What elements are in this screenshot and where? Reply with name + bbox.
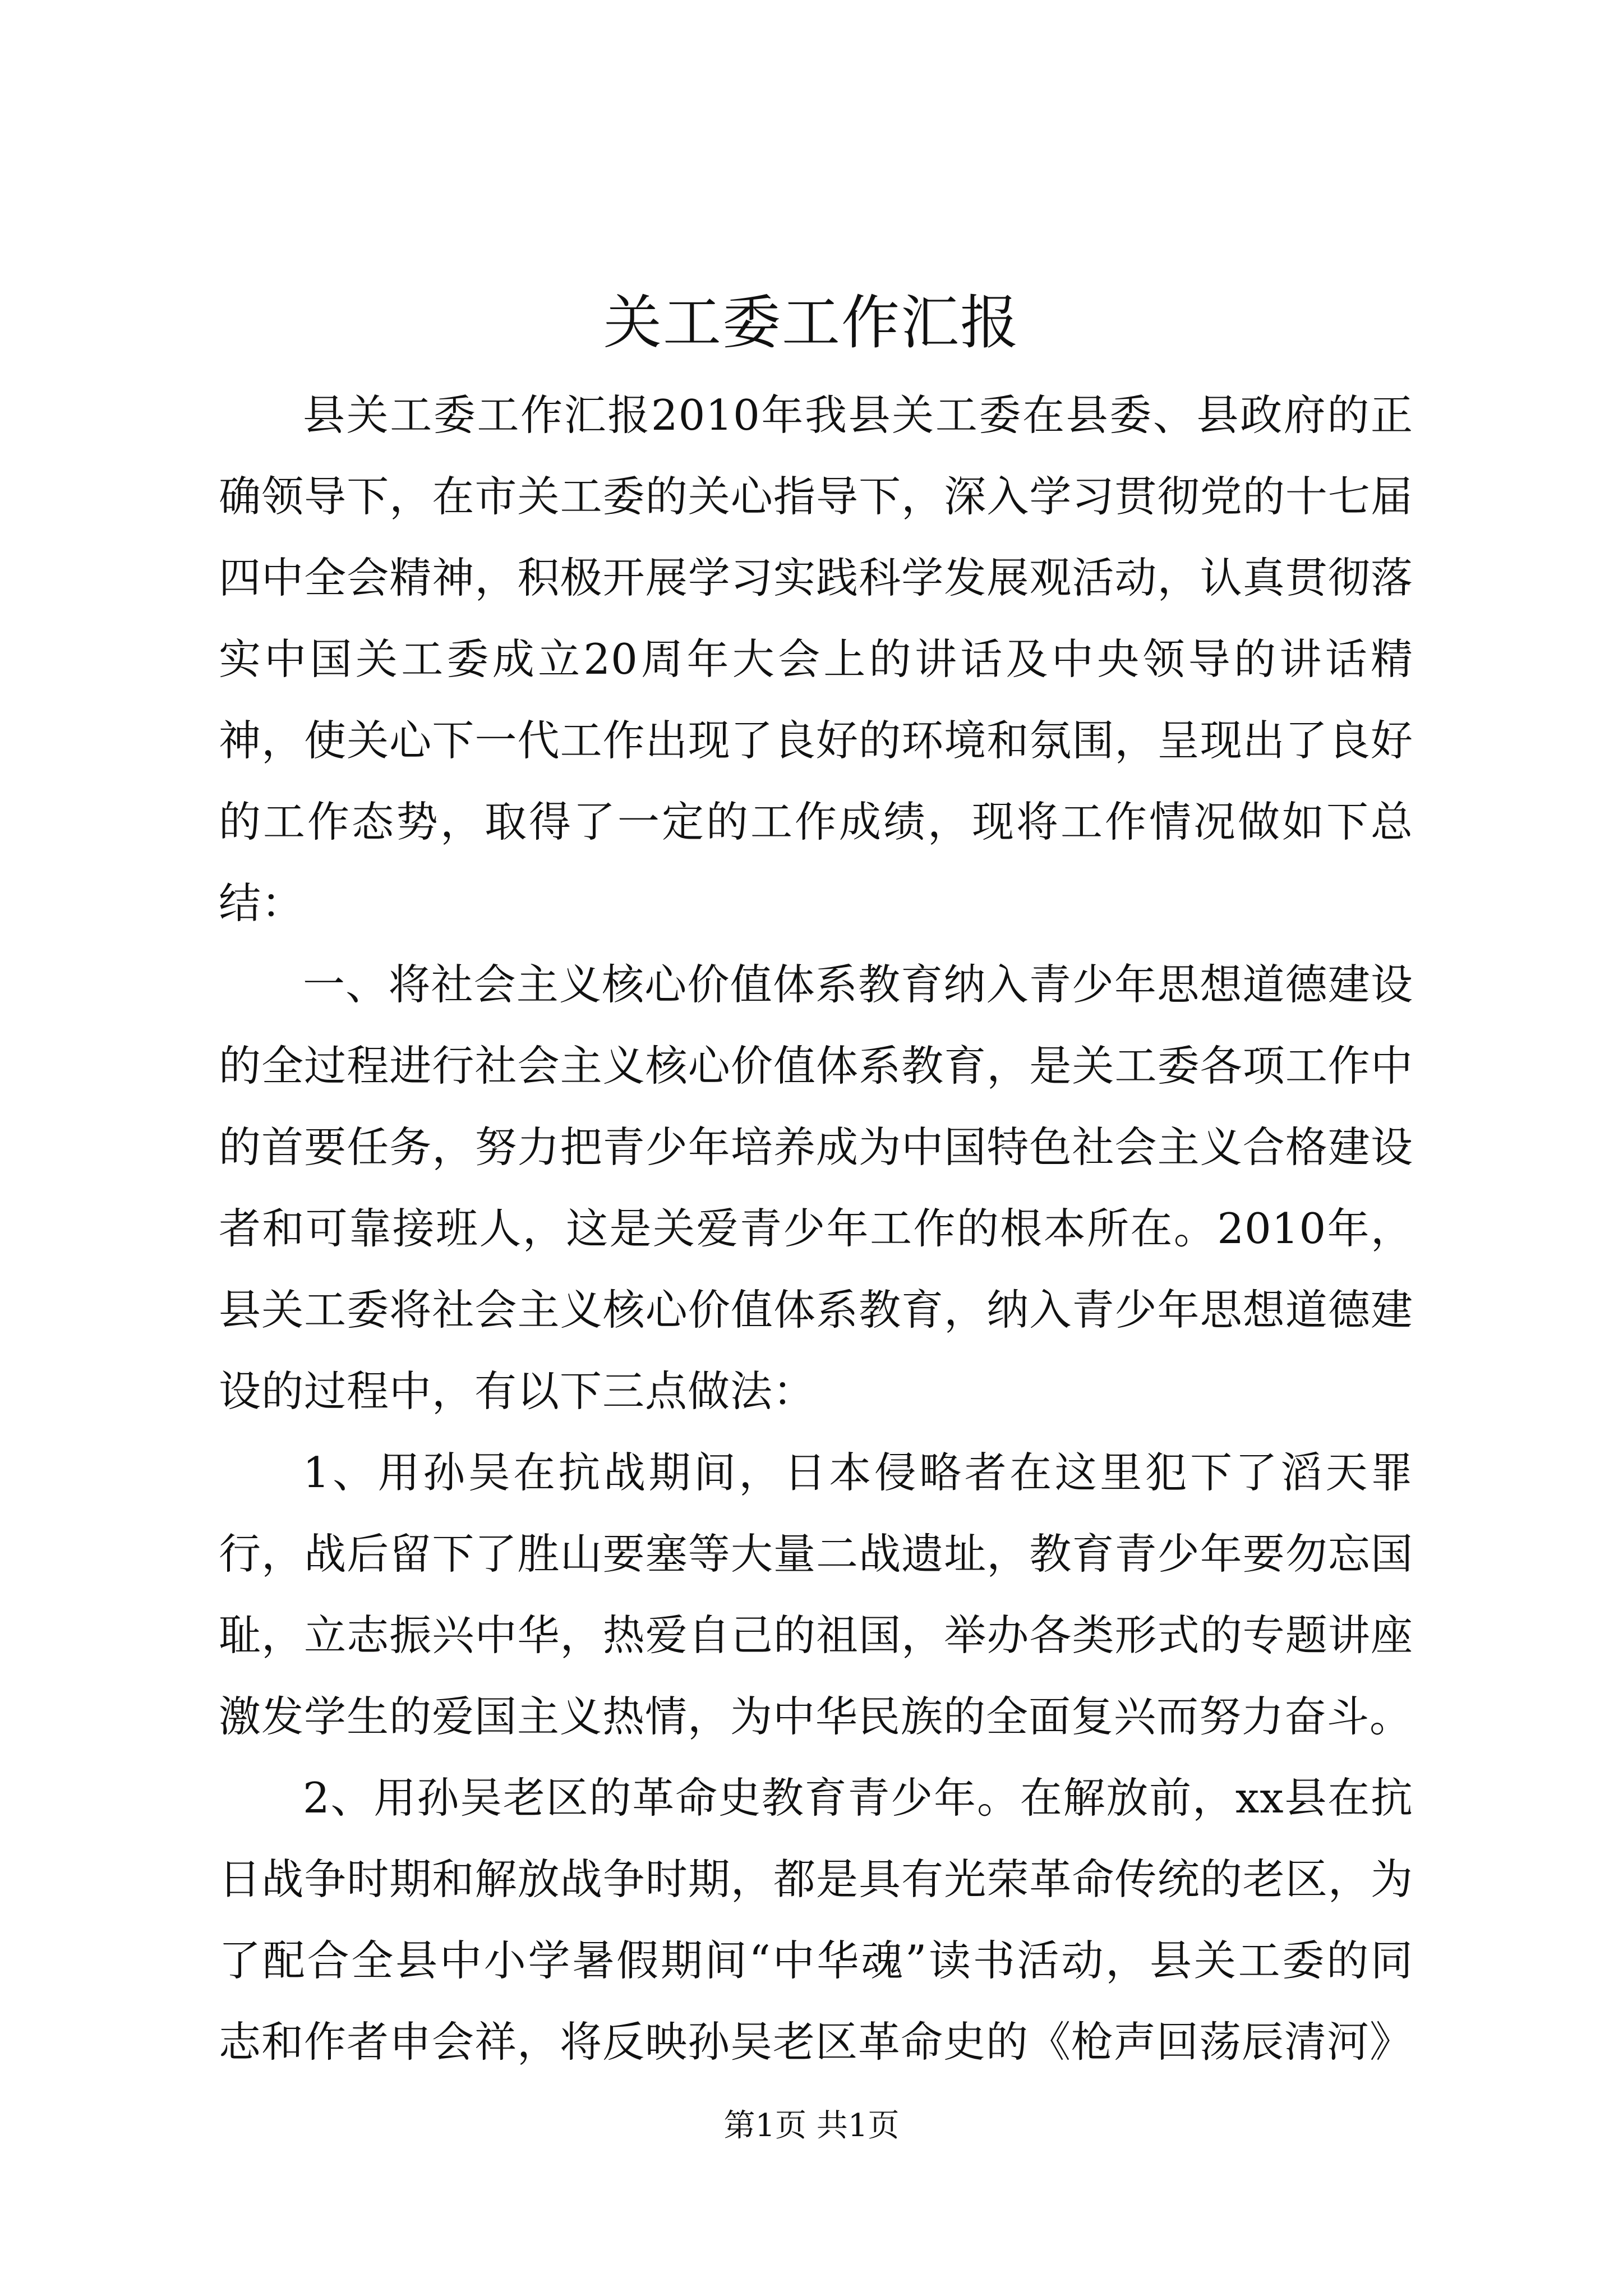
page-footer: 第1页 共1页: [723, 2108, 900, 2144]
document-title: 关工委工作汇报: [603, 288, 1020, 357]
paragraph-item-two: 2、用孙吴老区的革命史教育青少年。在解放前，xx县在抗日战争时期和解放战争时期，都是具有光荣革命传统的老区，为了配合全县中小学暑假期间“中华魂”读书活动，县关工委的同志和作者申会祥，将反映孙吴老区革命史的《枪声回荡辰清河》: [219, 1773, 1413, 2067]
paragraph-item-one: 1、用孙吴在抗战期间，日本侵略者在这里犯下了滔天罪行，战后留下了胜山要塞等大量二战遗址，教育青少年要勿忘国耻，立志振兴中华，热爱自己的祖国，举办各类形式的专题讲座激发学生的爱国主义热情，为中华民族的全面复兴而努力奋斗。: [219, 1448, 1413, 1741]
document-body: [219, 375, 1413, 2083]
paragraph-intro: 县关工委工作汇报2010年我县关工委在县委、县政府的正确领导下，在市关工委的关心指导下，深入学习贯彻党的十七届四中全会精神，积极开展学习实践科学发展观活动，认真贯彻落实中国关工委成立20周年大会上的讲话及中央领导的讲话精神，使关心下一代工作出现了良好的环境和氛围，呈现出了良好的工作态势，取得了一定的工作成绩，现将工作情况做如下总结：: [219, 390, 1413, 928]
paragraph-section-one: 一、将社会主义核心价值体系教育纳入青少年思想道德建设的全过程进行社会主义核心价值体系教育，是关工委各项工作中的首要任务，努力把青少年培养成为中国特色社会主义合格建设者和可靠接班人，这是关爱青少年工作的根本所在。2010年，县关工委将社会主义核心价值体系教育，纳入青少年思想道德建设的过程中，有以下三点做法：: [219, 960, 1413, 1416]
